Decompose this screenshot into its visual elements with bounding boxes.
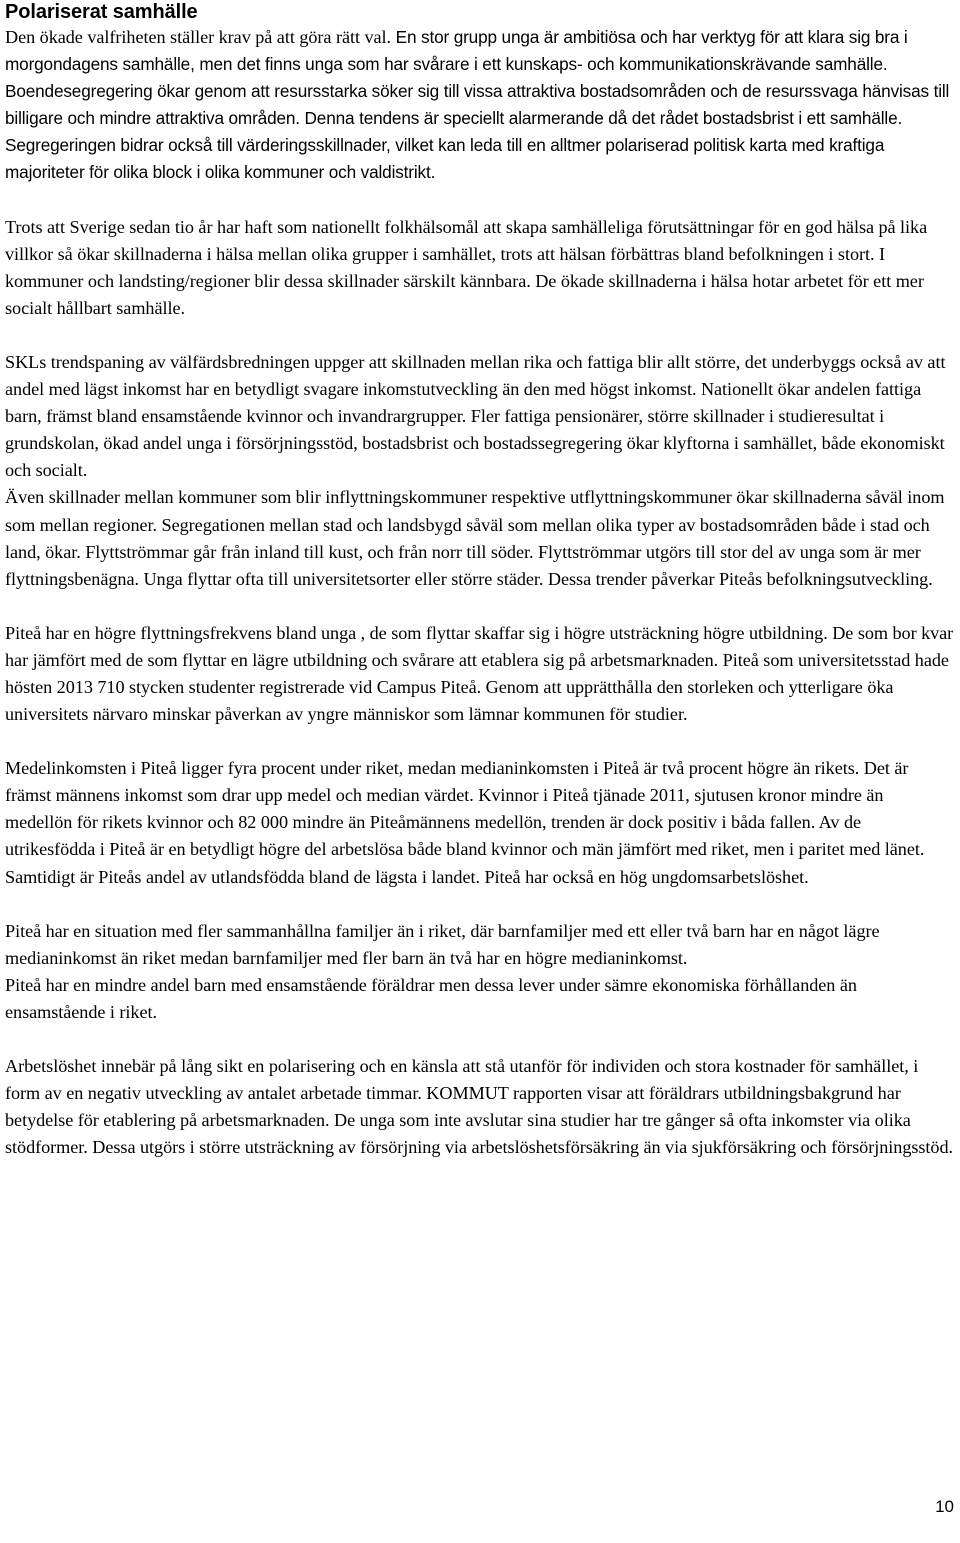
paragraph-segregation [5,24,955,187]
paragraph-spacer [5,322,955,349]
paragraph-segregation-body: En stor grupp unga är ambitiösa och har verktyg för att klara sig bra i morgondagens samhälle, men det finns unga som har svårare i ett kunskaps- och kommunikationskrävande samhälle. Boendesegregering ökar genom att resursstarka söker sig till vissa attraktiva bostadsområden och de resurssvaga hänvisas till billigare och mindre attraktiva områden. Denna tendens är speciellt alarmerande då det rådet bostadsbrist i ett samhälle. Segregeringen bidrar också till värderingsskillnader, vilket kan leda till en alltmer polariserad politisk karta med kraftiga majoriteter för olika block i olika kommuner och valdistrikt. [5,27,950,183]
page-number: 10 [935,1497,954,1516]
paragraph-youth-mobility: Piteå har en högre flyttningsfrekvens bland unga , de som flyttar skaffar sig i högre utsträckning högre utbildning. De som bor kvar har jämfört med de som flyttar en lägre utbildning och svårare att etablera sig på arbetsmarknaden. Piteå som universitetsstad hade hösten 2013 710 stycken studenter registrerade vid Campus Piteå. Genom att upprätthålla den storleken och ytterligare öka universitets närvaro minskar påverkan av yngre människor som lämnar kommunen för studier. [5,622,954,725]
paragraph-unemployment: Arbetslöshet innebär på lång sikt en polarisering och en känsla att stå utanför för individen och stora kostnader för samhället, i form av en negativ utveckling av antalet arbetade timmar. KOMMUT rapporten visar att föräldrars utbildningsbakgrund har betydelse för etablering på arbetsmarknaden. De unga som inte avslutar sina studier har tre gånger så ofta inkomster via olika stödformer. Dessa utgörs i större utsträckning av försörjning via arbetslöshetsförsäkring än via sjukförsäkring och försörjningsstöd. [5,1056,954,1158]
paragraph-income: Medelinkomsten i Piteå ligger fyra procent under riket, medan medianinkomsten i Piteå är två procent högre än rikets. Det är främst männens inkomst som drar upp medel och median värdet. Kvinnor i Piteå tjänade 2011, sjutusen kronor mindre än medellön för rikets kvinnor och 82 000 mindre än Piteåmännens medellön, trenden är dock positiv i båda fallen. Av de utrikesfödda i Piteå är en betydligt högre del arbetslösa både bland kvinnor och män jämfört med riket, men i paritet med länet. Samtidigt är Piteås andel av utlandsfödda bland de lägsta i landet. Piteå har också en hög ungdomsarbetslöshet. [5,758,925,887]
document-page [5,0,955,1161]
paragraph-spacer [5,728,955,755]
paragraph-families: Piteå har en situation med fler sammanhållna familjer än i riket, där barnfamiljer med ett eller två barn har en något lägre medianinkomst än riket medan barnfamiljer med fler barn än två har en högre medianinkomst. [5,920,880,968]
paragraph-spacer [5,593,955,620]
paragraph-spacer [5,1026,955,1053]
paragraph-single-parents: Piteå har en mindre andel barn med ensamstående föräldrar men dessa lever under sämre ekonomiska förhållanden än ensamstående i riket. [5,974,857,1022]
paragraph-welfare-trends: SKLs trendspaning av välfärdsbredningen uppger att skillnaden mellan rika och fattiga blir allt större, det underbyggs också av att andel med lägst inkomst har en betydligt svagare inkomstutveckling än den med högst inkomst. Nationellt ökar andelen fattiga barn, främst bland ensamstående kvinnor och invandrargrupper. Fler fattiga pensionärer, större skillnader i studieresultat i grundskolan, ökad andel unga i försörjningsstöd, bostadsbrist och bostadssegregering ökar klyftorna i samhället, både ekonomiskt och socialt. [5,351,946,481]
paragraph-health: Trots att Sverige sedan tio år har haft som nationellt folkhälsomål att skapa samhälleliga förutsättningar för en god hälsa på lika villkor så ökar skillnaderna i hälsa mellan olika grupper i samhället, trots att hälsan förbättras bland befolkningen i stort. I kommuner och landsting/regioner blir dessa skillnader särskilt kännbara. De ökade skillnaderna i hälsa hotar arbetet för ett mer socialt hållbart samhälle. [5,216,928,318]
paragraph-spacer [5,187,955,214]
section-heading: Polariserat samhälle [5,1,198,23]
paragraph-segregation-intro: Den ökade valfriheten ställer krav på att göra rätt val. [5,27,392,47]
paragraph-migration: Även skillnader mellan kommuner som blir inflyttningskommuner respektive utflyttningskommuner ökar skillnaderna såväl inom som mellan regioner. Segregationen mellan stad och landsbygd såväl som mellan olika typer av bostadsområden både i stad och land, ökar. Flyttströmmar går från inland till kust, och från norr till söder. Flyttströmmar utgörs till stor del av unga som är mer flyttningsbenägna. Unga flyttar ofta till universitetsorter eller större städer. Dessa trender påverkar Piteås befolkningsutveckling. [5,487,945,589]
paragraph-spacer [5,891,955,918]
